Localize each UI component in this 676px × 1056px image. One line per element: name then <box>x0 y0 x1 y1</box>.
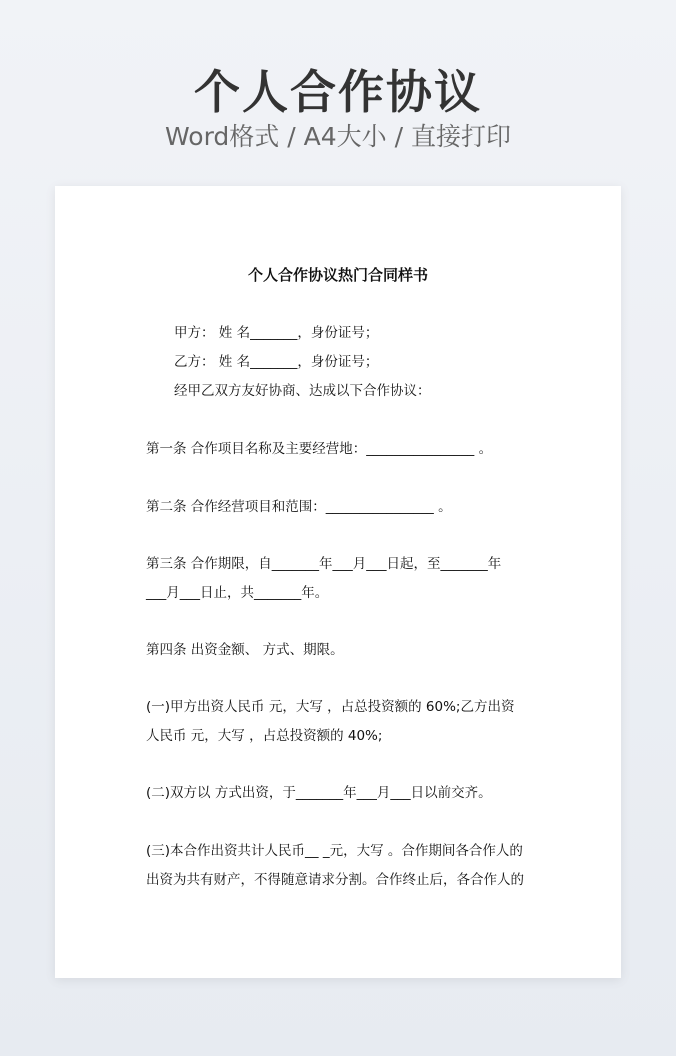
article-1: 第一条 合作项目名称及主要经营地：________________ 。 <box>146 441 493 457</box>
hero-subtitle: Word格式 / A4大小 / 直接打印 <box>165 122 511 151</box>
article-4-clause-3-line-1: (三)本合作出资共计人民币__ _元，大写 。合作期间各合作人的 <box>146 843 523 859</box>
article-4-clause-1-line-1: (一)甲方出资人民币 元，大写 ，占总投资额的 60%;乙方出资 <box>146 699 515 715</box>
party-b-line: 乙方： 姓 名_______，身份证号； <box>174 354 379 370</box>
article-4-title: 第四条 出资金额、 方式、期限。 <box>146 642 344 658</box>
agreement-intro: 经甲乙双方友好协商、达成以下合作协议： <box>174 383 431 399</box>
document-title: 个人合作协议热门合同样书 <box>247 266 428 284</box>
hero-title: 个人合作协议 <box>194 65 482 119</box>
article-3-line-2: ___月___日止，共_______年。 <box>146 585 329 601</box>
party-a-line: 甲方： 姓 名_______，身份证号； <box>174 325 379 341</box>
document-page <box>55 186 621 978</box>
article-4-clause-1-line-2: 人民币 元，大写 ，占总投资额的 40%; <box>146 728 383 744</box>
article-4-clause-2: (二)双方以 方式出资，于_______年___月___日以前交齐。 <box>146 785 492 801</box>
article-2: 第二条 合作经营项目和范围：________________ 。 <box>146 499 452 515</box>
article-3-line-1: 第三条 合作期限，自_______年___月___日起，至_______年 <box>146 556 502 572</box>
article-4-clause-3-line-2: 出资为共有财产，不得随意请求分割。合作终止后，各合作人的 <box>146 872 524 888</box>
